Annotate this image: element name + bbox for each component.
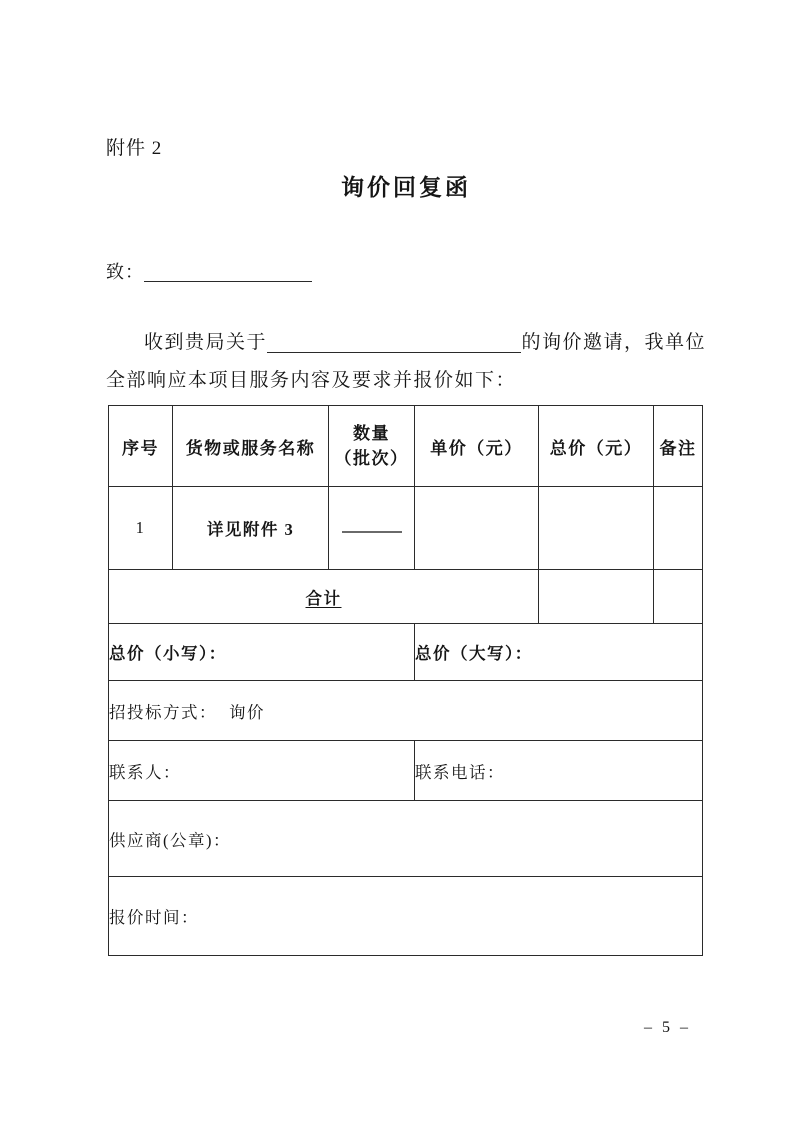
row1-quantity-cell <box>329 487 415 570</box>
intro-prefix: 收到贵局关于 <box>144 332 268 353</box>
page-number: – 5 – <box>644 1019 691 1036</box>
intro-blank-line <box>267 324 521 353</box>
supplier-seal-label: 供应商(公章)： <box>109 801 703 877</box>
bid-method-cell <box>109 681 703 741</box>
quantity-blank-line <box>342 518 402 533</box>
total-price-lowercase-label: 总价（小写）： <box>109 624 415 681</box>
contact-phone-label: 联系电话： <box>415 741 703 801</box>
quote-time-row <box>109 877 703 956</box>
header-total-price: 总价（元） <box>539 406 654 487</box>
table-header-row <box>109 406 703 487</box>
total-row <box>109 570 703 624</box>
header-quantity-lines <box>329 421 414 471</box>
total-label: 合计 <box>305 588 342 608</box>
header-remarks: 备注 <box>654 406 703 487</box>
intro-paragraph <box>106 324 706 400</box>
header-unit-price: 单价（元） <box>415 406 539 487</box>
row1-seq: 1 <box>109 487 173 570</box>
header-quantity <box>329 406 415 487</box>
supplier-row <box>109 801 703 877</box>
header-item-name: 货物或服务名称 <box>173 406 329 487</box>
row1-remarks-cell <box>654 487 703 570</box>
intro-suffix: 的询价邀请，我单位 <box>521 332 706 353</box>
bid-method-label: 招投标方式： <box>109 702 217 722</box>
salutation-line <box>106 258 706 286</box>
contact-person-label: 联系人： <box>109 741 415 801</box>
price-row <box>109 624 703 681</box>
header-quantity-line1: 数量 <box>353 424 390 443</box>
quotation-table <box>108 405 703 956</box>
header-seq: 序号 <box>109 406 173 487</box>
header-quantity-line2: （批次） <box>334 449 409 468</box>
bid-method-value: 询价 <box>229 702 265 722</box>
contact-row <box>109 741 703 801</box>
document-content <box>106 0 706 400</box>
bid-method-row <box>109 681 703 741</box>
salutation-label: 致： <box>106 262 144 282</box>
row1-unit-price-cell <box>415 487 539 570</box>
intro-line-2: 全部响应本项目服务内容及要求并报价如下： <box>106 370 517 391</box>
row1-total-price-cell <box>539 487 654 570</box>
page-title: 询价回复函 <box>341 175 471 200</box>
total-total-price-cell <box>539 570 654 624</box>
total-remarks-cell <box>654 570 703 624</box>
attachment-label: 附件 2 <box>106 138 163 159</box>
salutation-blank-line <box>144 258 312 282</box>
total-merged-cell <box>109 570 539 624</box>
intro-line-1 <box>106 324 706 362</box>
total-price-uppercase-label: 总价（大写）： <box>415 624 703 681</box>
table-row <box>109 487 703 570</box>
row1-item-name: 详见附件 3 <box>173 487 329 570</box>
quote-time-label: 报价时间： <box>109 877 703 956</box>
